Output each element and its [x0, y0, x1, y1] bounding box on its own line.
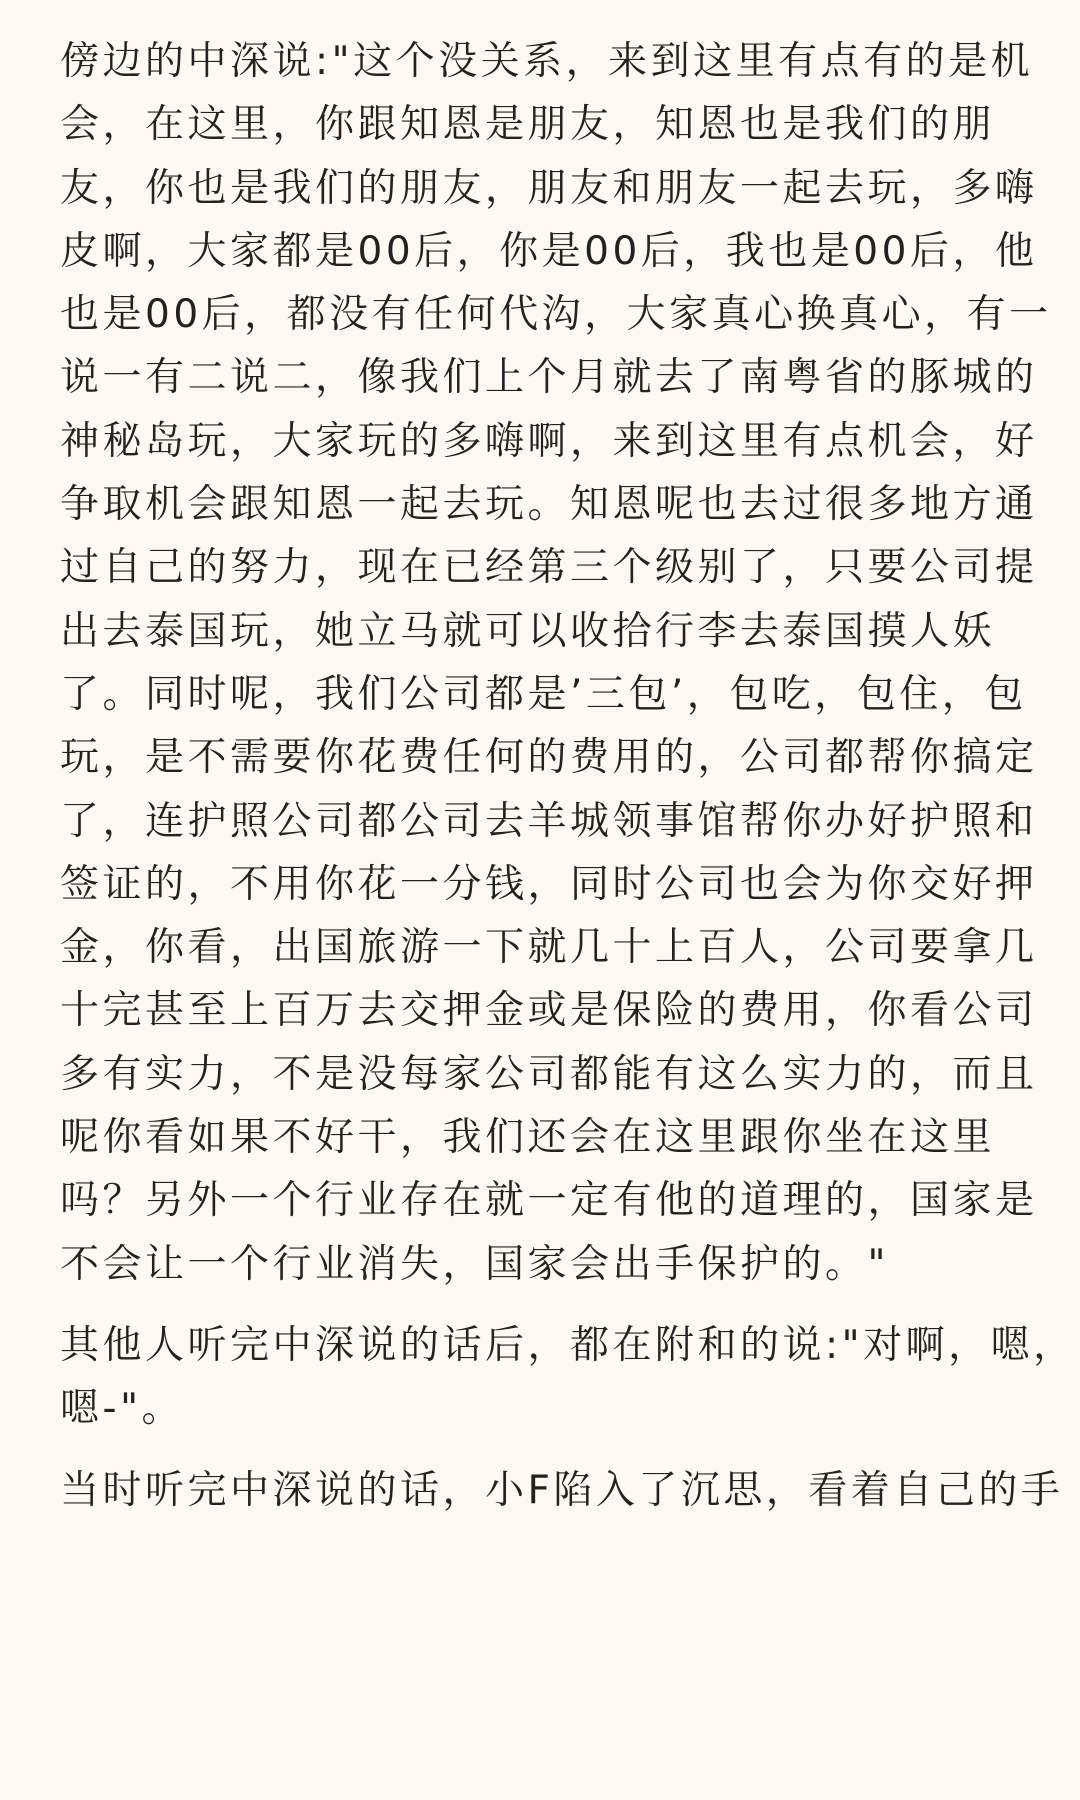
- paragraph-xiaof-thinking: [60, 1459, 1064, 1522]
- text-line: 当时听完中深说的话，小F陷入了沉思，看着自己的手: [60, 1467, 1064, 1513]
- text-line: 神秘岛玩，大家玩的多嗨啊，来到这里有点机会，好: [60, 418, 1038, 464]
- text-line: 傍边的中深说:"这个没关系，来到这里有点有的是机: [60, 39, 1034, 84]
- text-line: 了，连护照公司都公司去羊城领事馆帮你办好护照和: [60, 798, 1038, 844]
- text-line: 了。同时呢，我们公司都是’三包’，包吃，包住，包: [60, 671, 1027, 717]
- text-line: 呢你看如果不好干，我们还会在这里跟你坐在这里: [60, 1115, 996, 1161]
- text-line: 说一有二说二，像我们上个月就去了南粤省的豚城的: [60, 355, 1038, 401]
- paragraph-others-agree: [60, 1314, 1076, 1441]
- text-line: 不会让一个行业消失，国家会出手保护的。": [60, 1241, 889, 1287]
- text-line: 签证的，不用你花一分钱，同时公司也会为你交好押: [60, 861, 1038, 907]
- text-line: 玩，是不需要你花费任何的费用的，公司都帮你搞定: [60, 735, 1038, 781]
- text-line: 皮啊，大家都是00后，你是00后，我也是00后，他: [60, 228, 1038, 274]
- text-line: 友，你也是我们的朋友，朋友和朋友一起去玩，多嗨: [60, 165, 1038, 211]
- text-line: 会，在这里，你跟知恩是朋友，知恩也是我们的朋: [60, 102, 996, 148]
- text-line: 吗？另外一个行业存在就一定有他的道理的，国家是: [60, 1178, 1038, 1224]
- paragraph-zhongshen-speech: [60, 30, 1052, 1296]
- text-line: 争取机会跟知恩一起去玩。知恩呢也去过很多地方通: [60, 482, 1038, 528]
- text-line: 十完甚至上百万去交押金或是保险的费用，你看公司: [60, 988, 1038, 1034]
- text-line: 出去泰国玩，她立马就可以收拾行李去泰国摸人妖: [60, 608, 996, 654]
- text-line: 嗯-"。: [60, 1386, 185, 1432]
- text-line: 金，你看，出国旅游一下就几十上百人，公司要拿几: [60, 925, 1038, 971]
- text-line: 其他人听完中深说的话后，都在附和的说:"对啊，嗯，: [60, 1322, 1076, 1368]
- text-line: 多有实力，不是没每家公司都能有这么实力的，而且: [60, 1051, 1038, 1097]
- text-line: 也是00后，都没有任何代沟，大家真心换真心，有一: [60, 292, 1052, 338]
- text-line: 过自己的努力，现在已经第三个级别了，只要公司提: [60, 545, 1038, 591]
